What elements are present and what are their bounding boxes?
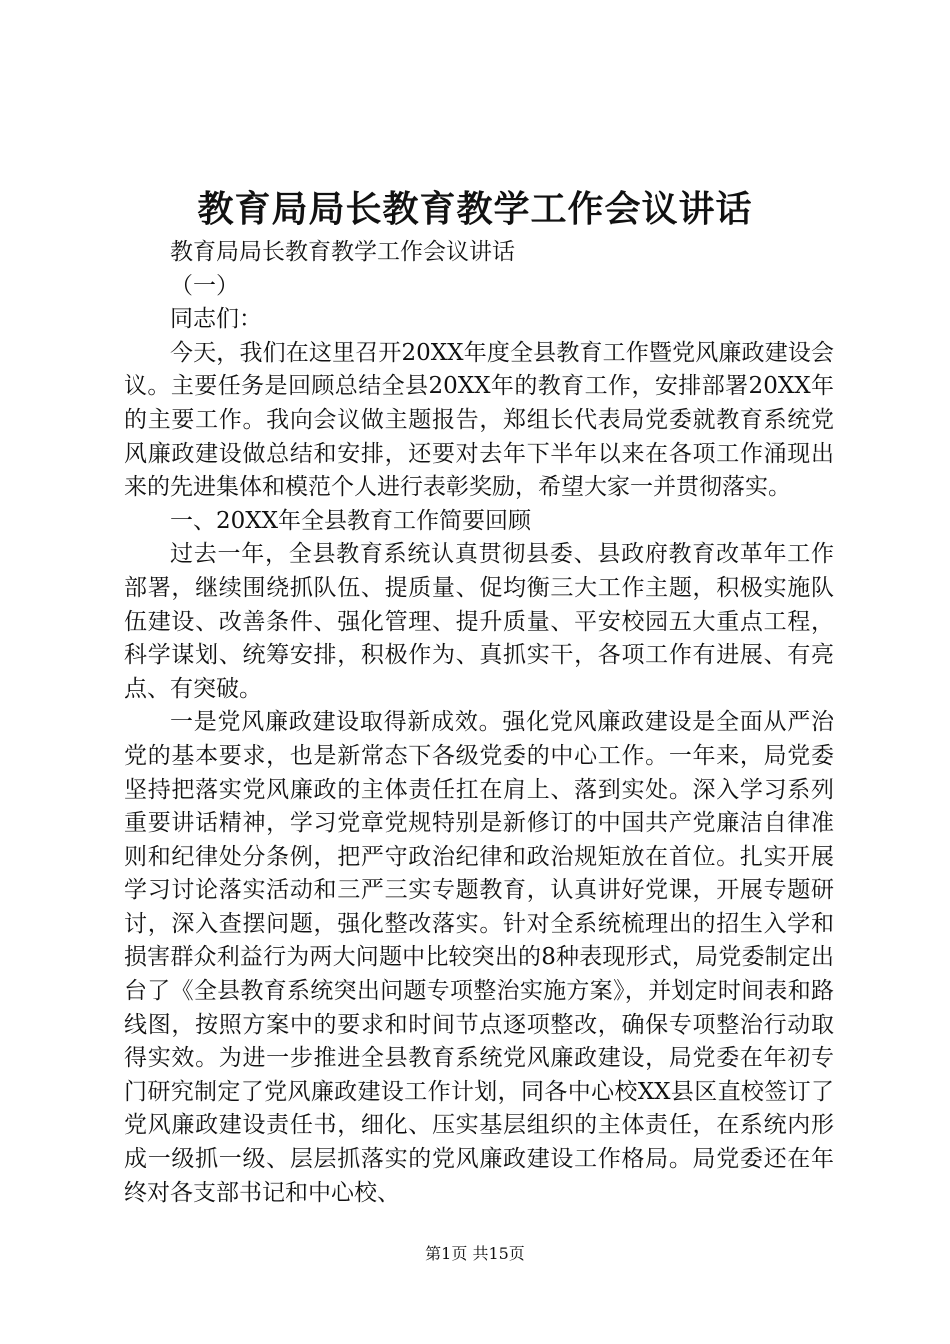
section-number: （一） <box>170 272 239 299</box>
body-paragraph: 过去一年，全县教育系统认真贯彻县委、县政府教育改革年工作部署，继续围绕抓队伍、提质量、促均衡三大工作主题，积极实施队伍建设、改善条件、强化管理、提升质量、平安校园五大重点工程，科学谋划、统筹安排，积极作为、真抓实干，各项工作有进展、有亮点、有突破。 <box>124 541 834 702</box>
body-paragraph: 一是党风廉政建设取得新成效。强化党风廉政建设是全面从严治党的基本要求，也是新常态下各级党委的中心工作。一年来，局党委坚持把落实党风廉政的主体责任扛在肩上、落到实处。深入学习系列重要讲话精神，学习党章党规特别是新修订的中国共产党廉洁自律准则和纪律处分条例，把严守政治纪律和政治规矩放在首位。扎实开展学习讨论落实活动和三严三实专题教育，认真讲好党课，开展专题研讨，深入查摆问题，强化整改落实。针对全系统梳理出的招生入学和损害群众利益行为两大问题中比较突出的8种表现形式，局党委制定出台了《全县教育系统突出问题专项整治实施方案》，并划定时间表和路线图，按照方案中的要求和时间节点逐项整改，确保专项整治行动取得实效。为进一步推进全县教育系统党风廉政建设，局党委在年初专门研究制定了党风廉政建设工作计划，同各中心校XX县区直校签订了党风廉政建设责任书，细化、压实基层组织的主体责任，在系统内形成一级抓一级、层层抓落实的党风廉政建设工作格局。局党委还在年终对各支部书记和中心校、 <box>124 709 834 1206</box>
subtitle-paragraph: 教育局局长教育教学工作会议讲话 <box>170 239 515 265</box>
document-body <box>124 236 834 1210</box>
body-paragraph: 今天，我们在这里召开20XX年度全县教育工作暨党风廉政建设会议。主要任务是回顾总结全县20XX年的教育工作，安排部署20XX年的主要工作。我向会议做主题报告，郑组长代表局党委就教育系统党风廉政建设做总结和安排，还要对去年下半年以来在各项工作涌现出来的先进集体和模范个人进行表彰奖励，希望大家一并贯彻落实。 <box>124 339 834 501</box>
section-heading: 一、20XX年全县教育工作简要回顾 <box>170 507 532 534</box>
page-number-footer: 第1页 共15页 <box>425 1244 525 1263</box>
salutation: 同志们： <box>170 306 262 333</box>
document-title: 教育局局长教育教学工作会议讲话 <box>197 188 753 230</box>
